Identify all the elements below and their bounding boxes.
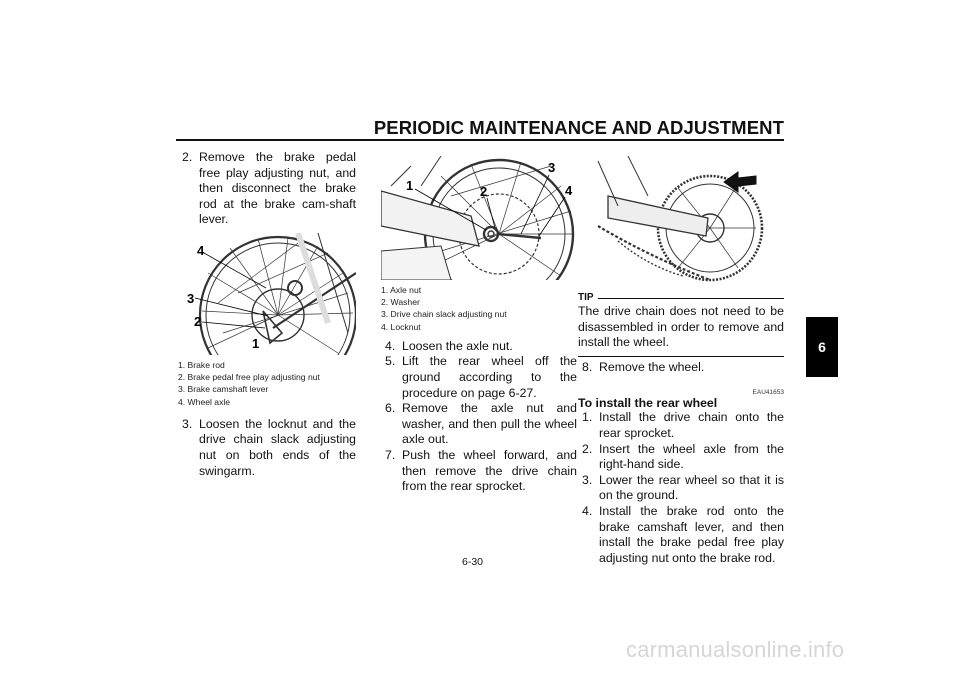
- caption-item: 2. Brake pedal free play adjusting nut: [178, 372, 320, 383]
- caption-item: 3. Brake camshaft lever: [178, 384, 269, 395]
- steps-list: [381, 339, 577, 495]
- steps-list: [578, 360, 784, 376]
- callout-1: 1: [406, 178, 414, 193]
- figure-captions: [381, 284, 559, 333]
- steps-list: [178, 417, 356, 479]
- step-item: 2. Insert the wheel axle from the right-hand side.: [582, 441, 784, 472]
- callout-3: 3: [548, 160, 556, 175]
- step-item: 4. Install the brake rod onto the brake camshaft lever, and then install the brake pedal free play adjusting nut onto the brake rod.: [582, 503, 784, 565]
- tip-label: TIP: [578, 292, 594, 303]
- section-subheading: To install the rear wheel: [578, 396, 718, 411]
- page-header-title: PERIODIC MAINTENANCE AND ADJUSTMENT: [373, 117, 784, 138]
- callout-4: 4: [565, 183, 573, 198]
- steps-list: [578, 410, 784, 566]
- step-item: 1. Install the drive chain onto the rear sprocket.: [582, 410, 784, 440]
- page-number: 6-30: [462, 556, 484, 568]
- header-rule: [176, 139, 784, 141]
- chain-removal-figure: [588, 156, 788, 284]
- step-item: 4. Loosen the axle nut.: [385, 338, 513, 353]
- caption-item: 4. Wheel axle: [178, 396, 231, 407]
- tip-rule: [598, 298, 784, 299]
- caption-item: 2. Washer: [381, 297, 420, 308]
- step-item: 3. Loosen the locknut and the drive chain slack adjusting nut on both ends of the swingarm.: [182, 416, 356, 478]
- column-3: [578, 156, 784, 566]
- callout-3: 3: [187, 290, 195, 306]
- watermark[interactable]: carmanualsonline.info: [626, 637, 845, 662]
- tip-text: The drive chain does not need to be disassembled in order to remove and install the wheel.: [578, 304, 784, 350]
- chapter-tab[interactable]: 6: [806, 317, 838, 377]
- callout-2: 2: [194, 313, 202, 329]
- section-code: EAU41653: [752, 389, 784, 397]
- tip-header: [578, 292, 784, 303]
- column-1: [178, 150, 356, 479]
- figure-captions: [178, 359, 356, 408]
- caption-item: 1. Brake rod: [178, 359, 225, 370]
- step-item: 2. Remove the brake pedal free play adjusting nut, and then disconnect the brake rod at the brake cam-shaft lever.: [182, 150, 356, 227]
- callout-1: 1: [252, 335, 260, 351]
- brake-rod-figure: [178, 233, 356, 355]
- step-item: 6. Remove the axle nut and washer, and then pull the wheel axle out.: [385, 401, 577, 447]
- steps-list: [178, 150, 356, 228]
- axle-nut-figure: [381, 156, 577, 280]
- caption-item: 3. Drive chain slack adjusting nut: [381, 309, 507, 320]
- step-item: 8. Remove the wheel.: [582, 359, 705, 374]
- callout-4: 4: [197, 242, 205, 258]
- step-item: 5. Lift the rear wheel off the ground according to the procedure on page 6-27.: [385, 354, 577, 400]
- caption-item: 1. Axle nut: [381, 285, 422, 295]
- arrow-icon: [724, 172, 756, 192]
- caption-item: 4. Locknut: [381, 321, 421, 332]
- column-2: [381, 156, 577, 495]
- callout-2: 2: [480, 184, 488, 199]
- tip-end-rule: [578, 356, 784, 357]
- step-item: 7. Push the wheel forward, and then remove the drive chain from the rear sprocket.: [385, 447, 577, 494]
- step-item: 3. Lower the rear wheel so that it is on the ground.: [582, 472, 784, 503]
